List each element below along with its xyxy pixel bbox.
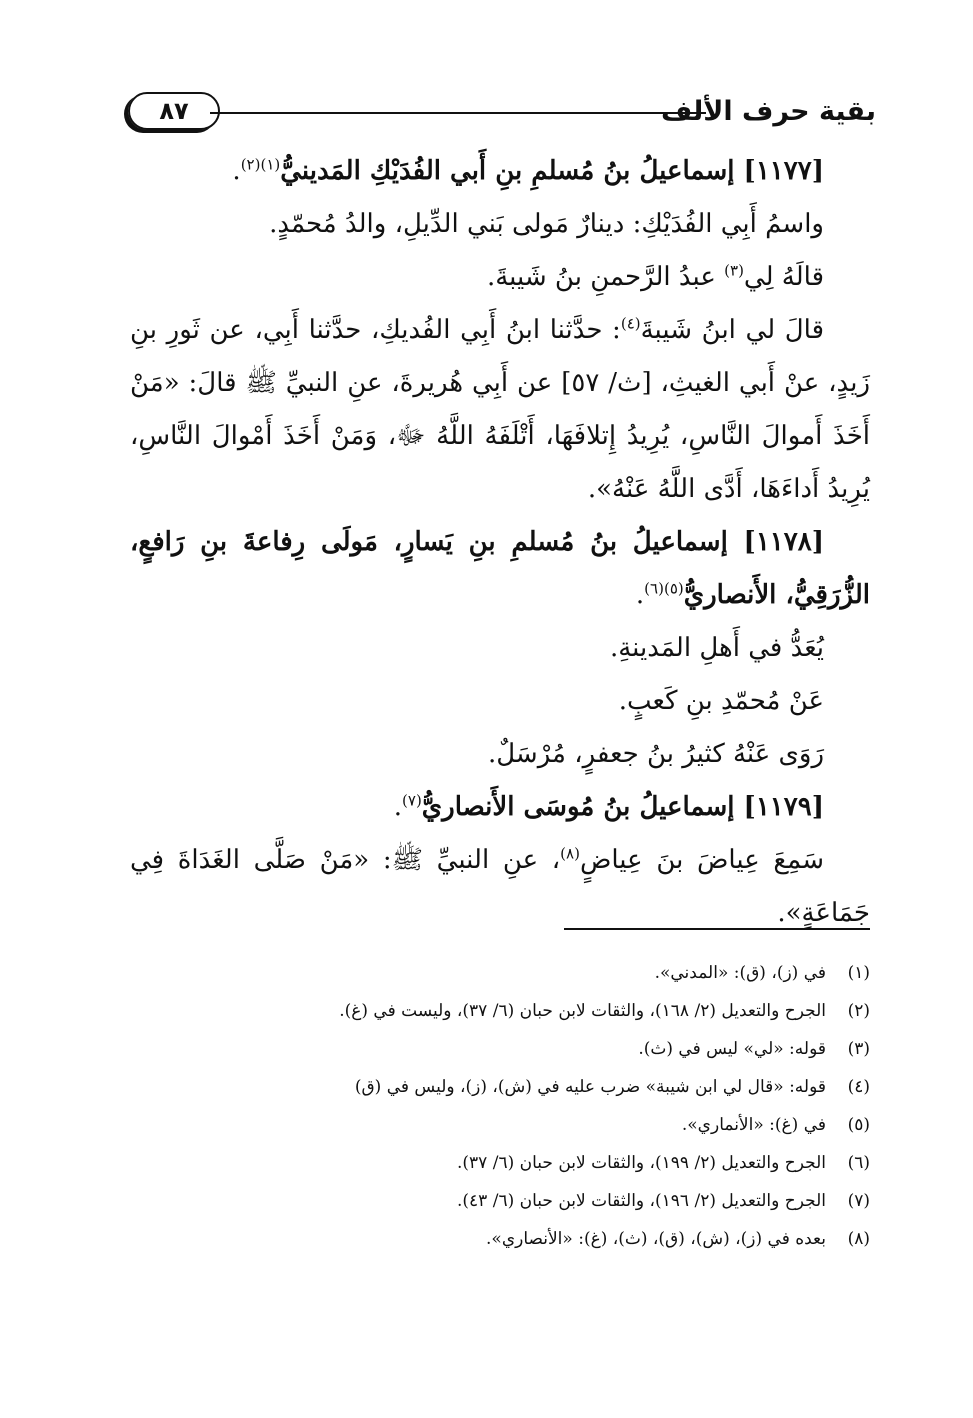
paragraph-text: واسمُ أَبِي الفُدَيْكِ: دينارٌ مَولى بَني الدِّيلِ، والدُ مُحمّدٍ. bbox=[269, 209, 824, 239]
footnote-item bbox=[110, 1182, 870, 1220]
footnote-text: في (غ): «الأنماري». bbox=[681, 1115, 826, 1135]
running-head: بقية حرف الألف bbox=[660, 96, 876, 127]
body-paragraph bbox=[130, 728, 870, 781]
paragraph-text: عَنْ مُحمّدِ بنِ كَعبٍ. bbox=[618, 686, 824, 716]
footnote-item bbox=[110, 1106, 870, 1144]
footnote-number: (٦) bbox=[847, 1153, 870, 1173]
entry-title-text: [١١٧٨] إسماعيلُ بنُ مُسلمِ بنِ يَسارٍ، مَولَى رِفاعةَ بنِ رَافعٍ، الزُّرَقِيُّ، الأَنصاريُّ bbox=[130, 527, 870, 610]
footnote-separator bbox=[564, 928, 870, 930]
entry-title-text: [١١٧٧] إسماعيلُ بنُ مُسلمِ بنِ أَبي الفُدَيْكِ المَدينيُّ bbox=[280, 156, 824, 186]
body-paragraph bbox=[130, 834, 870, 940]
footnote-number: (٤) bbox=[847, 1077, 870, 1097]
body-paragraph bbox=[130, 304, 870, 516]
footnote-item bbox=[110, 954, 870, 992]
footnote-text: في (ز)، (ق): «المدني». bbox=[654, 963, 826, 983]
footnote-marker: (٨) bbox=[560, 844, 580, 863]
paragraph-text: رَوَى عَنْهُ كثيرُ بنُ جعفرٍ، مُرْسَلٌ. bbox=[487, 739, 824, 769]
body-paragraph bbox=[130, 675, 870, 728]
footnote-number: (٧) bbox=[847, 1191, 870, 1211]
page-number: ٨٧ bbox=[128, 92, 220, 130]
paragraph-text: سَمِعَ عِياضَ بنَ عِياضٍ bbox=[579, 845, 825, 875]
header-rule bbox=[210, 112, 706, 114]
footnote-number: (٢) bbox=[847, 1001, 870, 1021]
footnote-item bbox=[110, 1220, 870, 1258]
body-text bbox=[130, 145, 870, 940]
footnote-item bbox=[110, 992, 870, 1030]
footnote-number: (٣) bbox=[847, 1039, 870, 1059]
entry-title-text: [١١٧٩] إسماعيلُ بنُ مُوسَى الأَنصاريُّ bbox=[421, 792, 824, 822]
paragraph-tail: . bbox=[232, 156, 241, 186]
footnote-number: (١) bbox=[847, 963, 870, 983]
footnote-number: (٥) bbox=[847, 1115, 870, 1135]
footnote-text: الجرح والتعديل (٢/ ١٩٩)، والثقات لابن حبان (٦/ ٣٧). bbox=[457, 1153, 826, 1173]
footnote-marker: (١)(٢) bbox=[240, 155, 281, 174]
paragraph-text: قالَهُ لِي bbox=[743, 262, 824, 292]
body-paragraph bbox=[130, 251, 870, 304]
paragraph-tail: : حدَّثنا ابنُ أَبِي الفُديكِ، حدَّثنا أَبِي، عن ثَورِ بنِ زَيدٍ، عنْ أَبي الغيثِ، [ث/ ٥٧] عن أَبِي هُريرةَ، عنِ النبيِّ ﷺ قالَ: «مَنْ أَخَذَ أَموالَ النَّاسِ، يُرِيدُ إِتلافَهَا، أَتْلَفَهُ اللَّهُ ﷻ، وَمَنْ أَخَذَ أَمْوالَ النَّاسِ، يُرِيدُ أَداءَهَا، أَدَّى اللَّهُ عَنْهُ». bbox=[130, 315, 870, 504]
footnote-text: الجرح والتعديل (٢/ ١٦٨)، والثقات لابن حبان (٦/ ٣٧)، وليست في (غ). bbox=[339, 1001, 826, 1021]
entry-heading bbox=[130, 516, 870, 622]
footnote-marker: (٤) bbox=[620, 314, 641, 333]
footnote-marker: (٣) bbox=[724, 261, 744, 280]
footnote-marker: (٥)(٦) bbox=[644, 579, 684, 598]
footnote-item bbox=[110, 1030, 870, 1068]
footnote-text: بعده في (ز)، (ش)، (ق)، (ث)، (غ): «الأنصاري». bbox=[486, 1229, 826, 1249]
body-paragraph bbox=[130, 622, 870, 675]
paragraph-tail: ، عنِ النبيِّ ﷺ: «مَنْ صَلَّى الغَدَاةَ فِي جَمَاعَةٍ». bbox=[130, 845, 870, 928]
footnote-number: (٨) bbox=[847, 1229, 870, 1249]
footnote-item bbox=[110, 1144, 870, 1182]
footnote-text: قوله: «قال لي ابن شيبة» ضرب عليه في (ش)، (ز)، وليس في (ق) bbox=[354, 1077, 826, 1097]
entry-heading bbox=[130, 145, 870, 198]
body-paragraph bbox=[130, 198, 870, 251]
paragraph-tail: . bbox=[393, 792, 403, 822]
footnote-text: الجرح والتعديل (٢/ ١٩٦)، والثقات لابن حبان (٦/ ٤٣). bbox=[457, 1191, 826, 1211]
paragraph-text: يُعَدُّ في أَهلِ المَدينةِ. bbox=[609, 633, 824, 663]
footnote-marker: (٧) bbox=[402, 791, 422, 810]
entry-heading bbox=[130, 781, 870, 834]
footnote-text: قوله: «لي» ليس في (ث). bbox=[638, 1039, 826, 1059]
paragraph-tail: . bbox=[635, 580, 645, 610]
page-header bbox=[128, 92, 876, 136]
footnotes bbox=[110, 954, 870, 1258]
paragraph-tail: عبدُ الرَّحمنِ بنُ شَيبةَ. bbox=[486, 262, 725, 292]
paragraph-text: قالَ لي ابنُ شَيبةَ bbox=[640, 315, 824, 345]
footnote-item bbox=[110, 1068, 870, 1106]
